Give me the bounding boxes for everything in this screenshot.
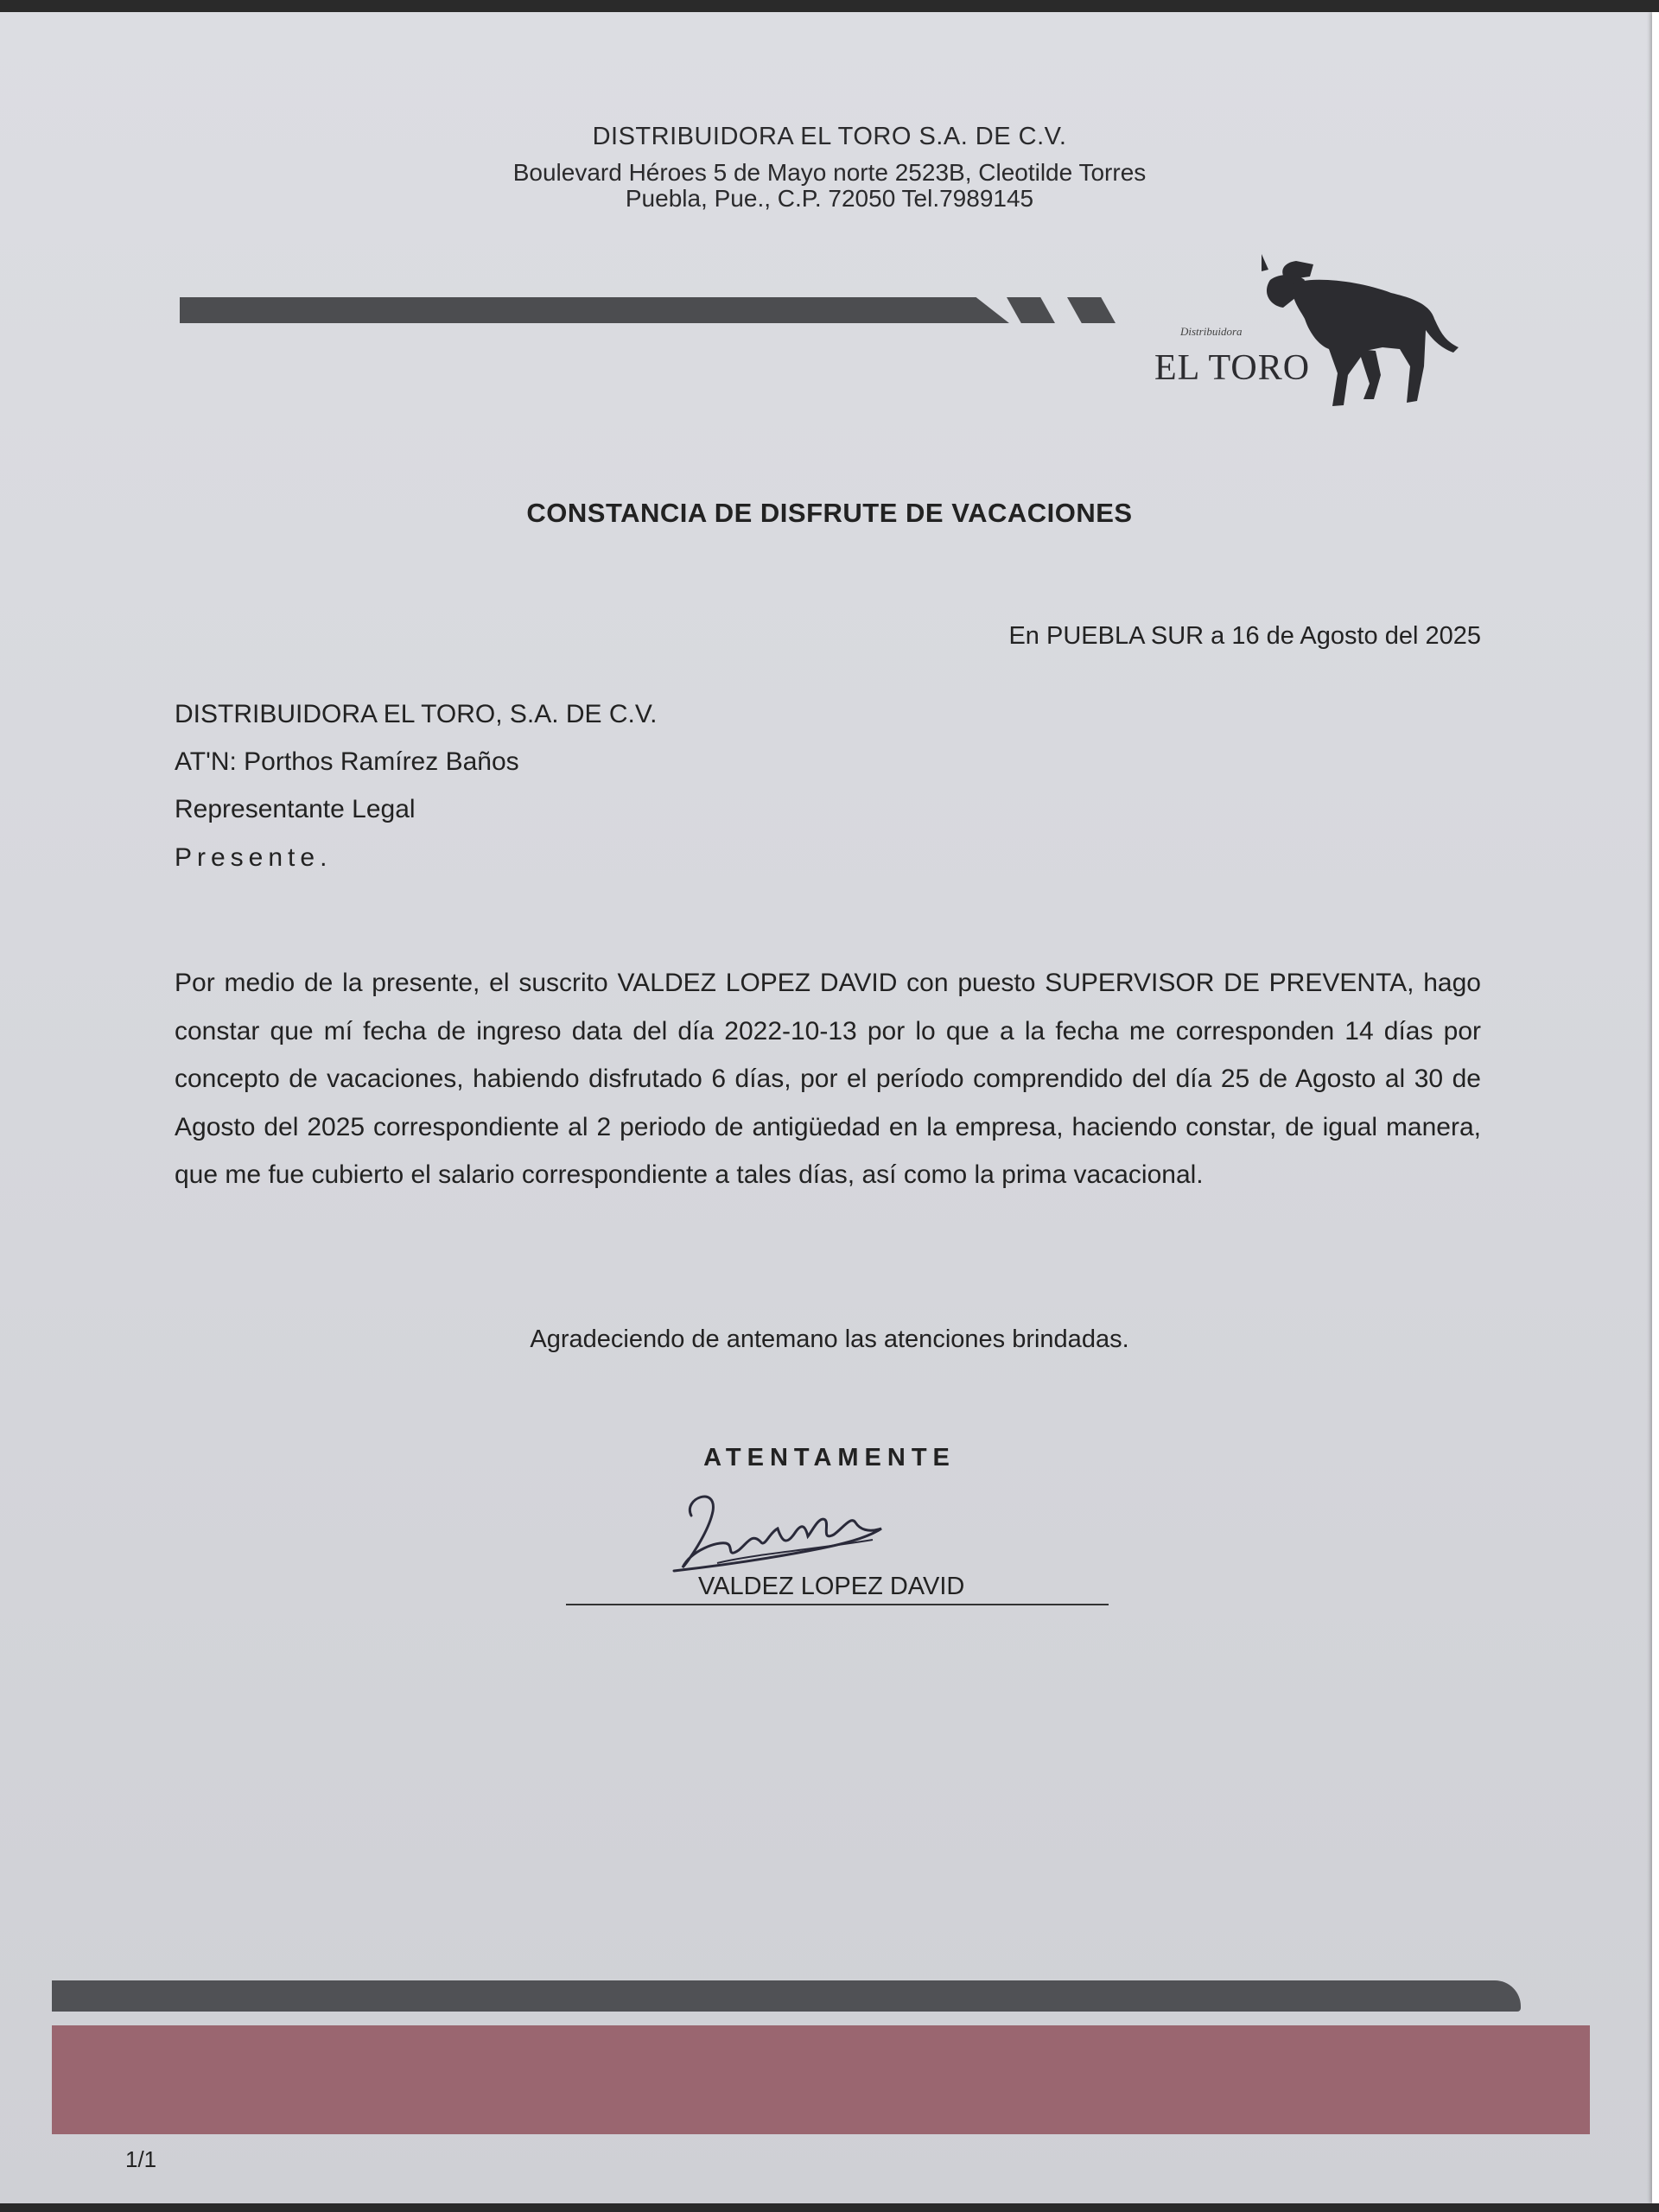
footer-accent-band [52, 2025, 1590, 2134]
addressee-company: DISTRIBUIDORA EL TORO, S.A. DE C.V. [175, 700, 658, 728]
page-edge [1652, 12, 1659, 2203]
company-name: DISTRIBUIDORA EL TORO S.A. DE C.V. [592, 123, 1067, 150]
body-paragraph: Por medio de la presente, el suscrito VALDEZ LOPEZ DAVID con puesto SUPERVISOR DE PREVENTA, hago constar que mí fecha de ingreso data del día 2022-10-13 por lo que a la fecha me corresponden 14 días por concepto de vacaciones, habiendo disfrutado 6 días, por el período comprendido del día 25 de Agosto al 30 de Agosto del 2025 correspondiente al 2 periodo de antigüedad en la empresa, haciendo constar, de igual manera, que me fue cubierto el salario correspondiente a tales días, así como la prima vacacional. [175, 969, 1481, 1189]
logo-subtitle: Distribuidora [1180, 325, 1243, 338]
document-page [0, 12, 1659, 2203]
date-line: En PUEBLA SUR a 16 de Agosto del 2025 [1008, 622, 1481, 650]
signature-line [566, 1604, 1109, 1605]
header-chevron [1007, 297, 1055, 323]
closing-line: Agradeciendo de antemano las atenciones brindadas. [530, 1325, 1129, 1353]
atentamente-heading: ATENTAMENTE [703, 1444, 956, 1471]
header-chevron [1067, 297, 1116, 323]
page-number: 1/1 [125, 2146, 157, 2172]
logo-brand: EL TORO [1154, 348, 1311, 388]
addressee-presente: Presente. [175, 843, 333, 872]
addressee-attention: AT'N: Porthos Ramírez Baños [175, 747, 519, 776]
addressee-role: Representante Legal [175, 795, 416, 823]
handwritten-signature [665, 1481, 890, 1585]
header-decorative-bar [180, 297, 1009, 323]
company-address-line2: Puebla, Pue., C.P. 72050 Tel.7989145 [625, 185, 1034, 212]
document-title: CONSTANCIA DE DISFRUTE DE VACACIONES [526, 498, 1133, 528]
footer-decorative-bar [52, 1980, 1521, 2012]
signer-name: VALDEZ LOPEZ DAVID [698, 1573, 965, 1600]
company-address-line1: Boulevard Héroes 5 de Mayo norte 2523B, Cleotilde Torres [512, 159, 1147, 186]
